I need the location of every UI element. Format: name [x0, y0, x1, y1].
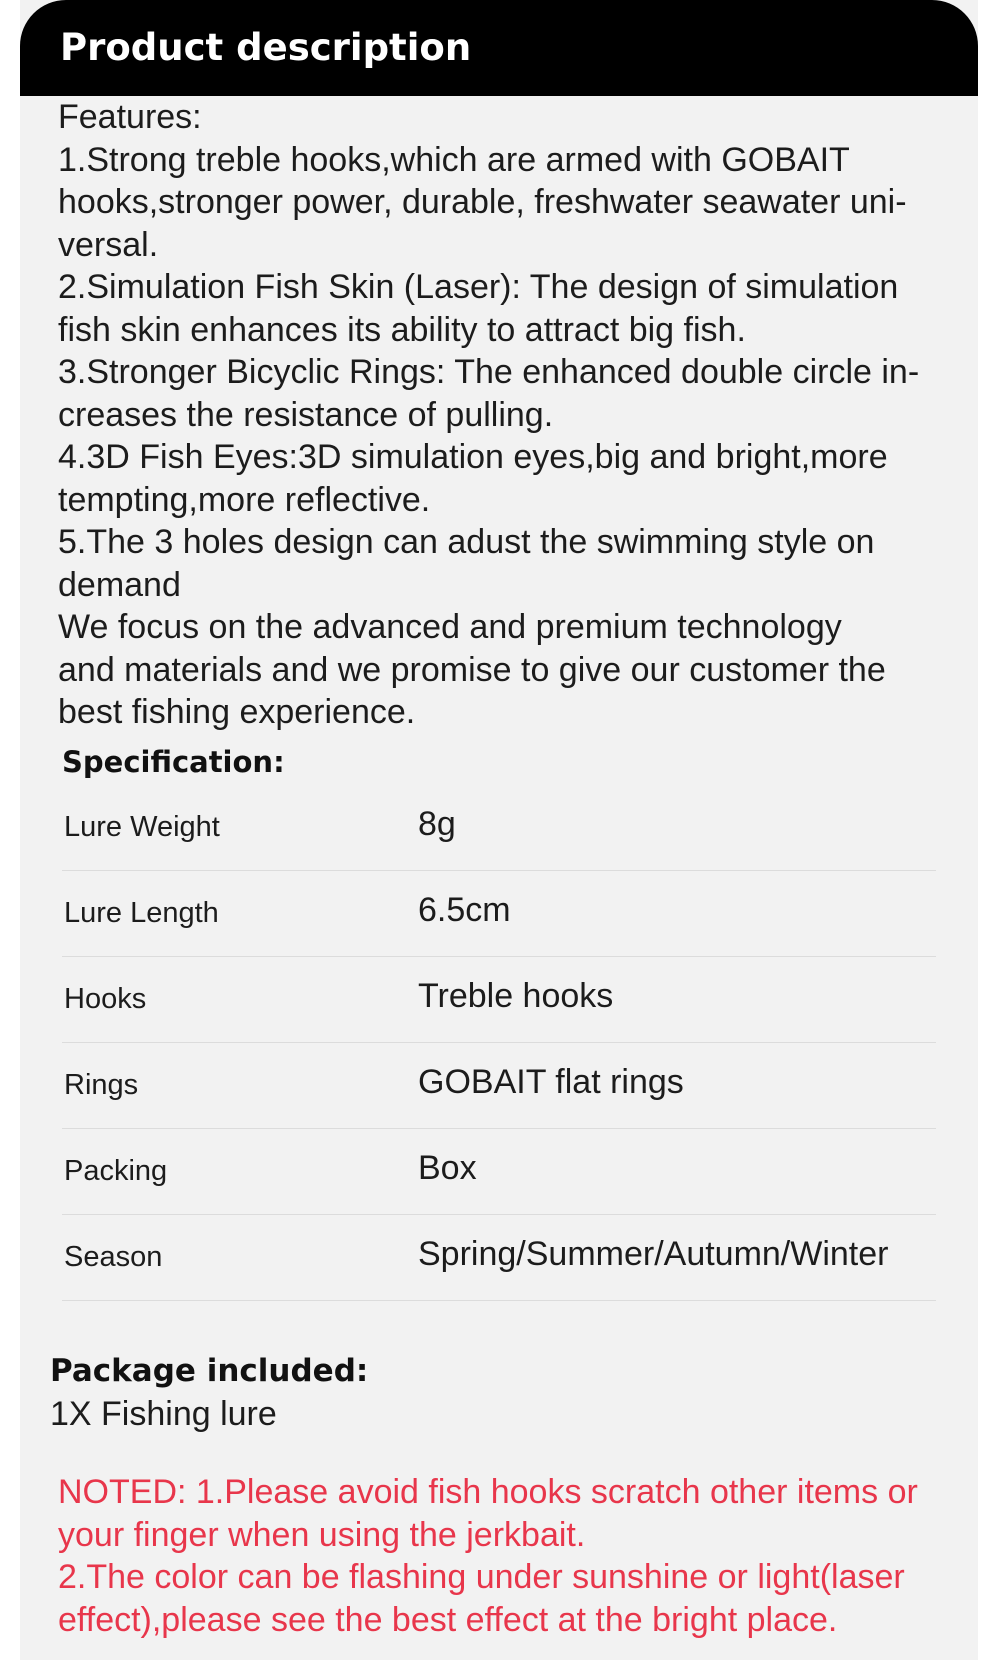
spec-value: 8g	[418, 805, 456, 843]
spec-row-hooks	[62, 957, 936, 1043]
feature-line: 4.3D Fish Eyes:3D simulation eyes,big and bright,more	[58, 438, 888, 476]
spec-row-season	[62, 1215, 936, 1301]
spec-value: GOBAIT flat rings	[418, 1063, 684, 1101]
spec-row-packing	[62, 1129, 936, 1215]
spec-row-rings	[62, 1043, 936, 1129]
spec-key: Lure Length	[64, 897, 219, 929]
feature-line: 5.The 3 holes design can adust the swimming style on	[58, 523, 875, 561]
spec-key: Packing	[64, 1155, 168, 1187]
feature-line: demand	[58, 565, 181, 604]
feature-line: 1.Strong treble hooks,which are armed with GOBAIT	[58, 140, 850, 179]
notes-text	[58, 1471, 958, 1641]
page-title: Product description	[60, 26, 472, 69]
features-text	[58, 96, 958, 734]
spec-row-lure-weight	[62, 785, 936, 871]
note-line: NOTED: 1.Please avoid fish hooks scratch other items or	[58, 1473, 918, 1511]
feature-line: best fishing experience.	[58, 693, 416, 731]
feature-line: fish skin enhances its ability to attract big fish.	[58, 310, 746, 349]
spec-key: Hooks	[64, 983, 147, 1015]
features-heading: Features:	[58, 98, 202, 136]
header-bar	[20, 0, 978, 96]
note-line: effect),please see the best effect at the bright place.	[58, 1600, 838, 1639]
feature-line: and materials and we promise to give our customer the	[58, 650, 886, 689]
spec-key: Season	[64, 1241, 163, 1273]
feature-line: versal.	[58, 225, 159, 264]
feature-line: 3.Stronger Bicyclic Rings: The enhanced double circle in-	[58, 353, 920, 391]
feature-line: 2.Simulation Fish Skin (Laser): The design of simulation	[58, 268, 899, 306]
note-line: 2.The color can be flashing under sunshine or light(laser	[58, 1558, 905, 1596]
feature-line: We focus on the advanced and premium technology	[58, 608, 842, 646]
spec-value: 6.5cm	[418, 891, 511, 929]
feature-line: hooks,stronger power, durable, freshwater seawater uni-	[58, 183, 907, 221]
feature-line: creases the resistance of pulling.	[58, 395, 554, 434]
package-title: Package included:	[50, 1353, 369, 1389]
spec-value: Treble hooks	[418, 977, 614, 1015]
feature-line: tempting,more reflective.	[58, 480, 431, 519]
specification-title: Specification:	[62, 745, 285, 779]
spec-key: Rings	[64, 1069, 139, 1101]
spec-key: Lure Weight	[64, 811, 220, 843]
specification-table	[62, 785, 936, 1301]
note-line: your finger when using the jerkbait.	[58, 1515, 586, 1554]
spec-value: Spring/Summer/Autumn/Winter	[418, 1235, 889, 1273]
spec-row-lure-length	[62, 871, 936, 957]
package-item: 1X Fishing lure	[50, 1395, 277, 1433]
spec-value: Box	[418, 1149, 477, 1187]
product-description-card	[20, 0, 978, 1660]
